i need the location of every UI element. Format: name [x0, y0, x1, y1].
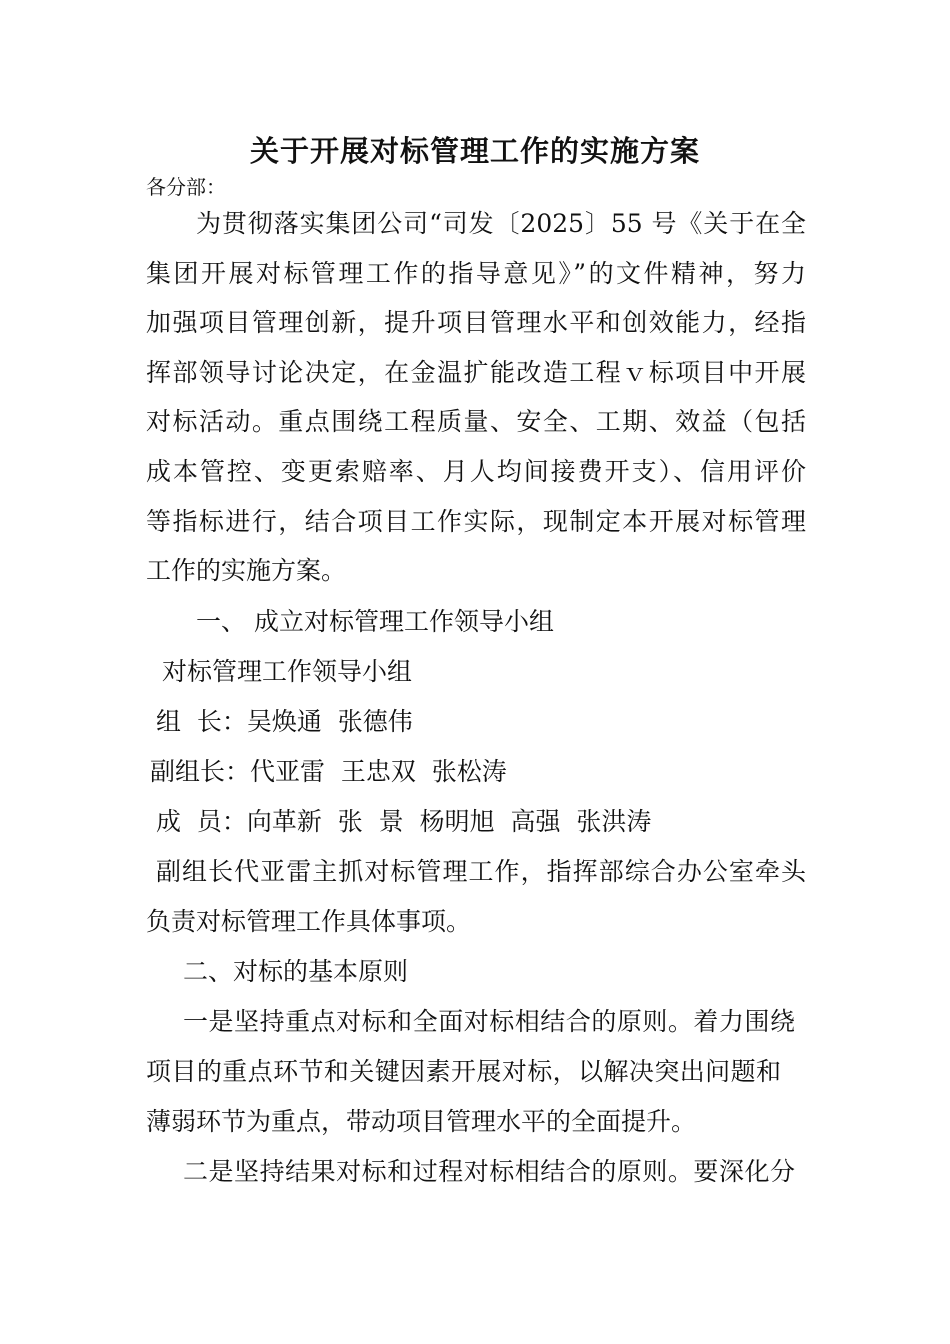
- salutation: 各分部：: [146, 175, 226, 199]
- section1-heading: 一、 成立对标管理工作领导小组: [196, 607, 554, 636]
- principle1-line: 项目的重点环节和关键因素开展对标，以解决突出问题和: [146, 1057, 781, 1086]
- duty-line: 副组长代亚雷主抓对标管理工作，指挥部综合办公室牵头: [156, 857, 806, 886]
- intro-line: 对标活动。重点围绕工程质量、安全、工期、效益（包括: [146, 407, 806, 436]
- principle1-line: 薄弱环节为重点，带动项目管理水平的全面提升。: [146, 1107, 697, 1136]
- intro-line: 加强项目管理创新，提升项目管理水平和创效能力，经指: [146, 308, 806, 337]
- principle2-line: 二是坚持结果对标和过程对标相结合的原则。要深化分: [183, 1157, 795, 1186]
- intro-line: 集团开展对标管理工作的指导意见》”的文件精神，努力: [146, 259, 806, 288]
- principle1-line: 一是坚持重点对标和全面对标相结合的原则。着力围绕: [183, 1007, 795, 1036]
- intro-line: 成本管控、变更索赔率、月人均间接费开支）、信用评价: [146, 457, 806, 486]
- document-title: 关于开展对标管理工作的实施方案: [249, 134, 700, 168]
- group-deputy: 副组长：代亚雷 王忠双 张松涛: [150, 757, 507, 786]
- intro-line: 工作的实施方案。: [146, 556, 347, 585]
- intro-line: 等指标进行，结合项目工作实际，现制定本开展对标管理: [146, 507, 806, 536]
- intro-line: 挥部领导讨论决定，在金温扩能改造工程ｖ标项目中开展: [146, 358, 806, 387]
- section2-heading: 二、对标的基本原则: [183, 957, 409, 986]
- duty-line: 负责对标管理工作具体事项。: [146, 907, 472, 936]
- group-leader: 组 长：吴焕通 张德伟: [156, 707, 413, 736]
- group-members: 成 员：向革新 张 景 杨明旭 高强 张洪涛: [156, 807, 652, 836]
- intro-line: 为贯彻落实集团公司“司发〔2025〕55 号《关于在全: [196, 209, 806, 238]
- group-name: 对标管理工作领导小组: [162, 657, 413, 686]
